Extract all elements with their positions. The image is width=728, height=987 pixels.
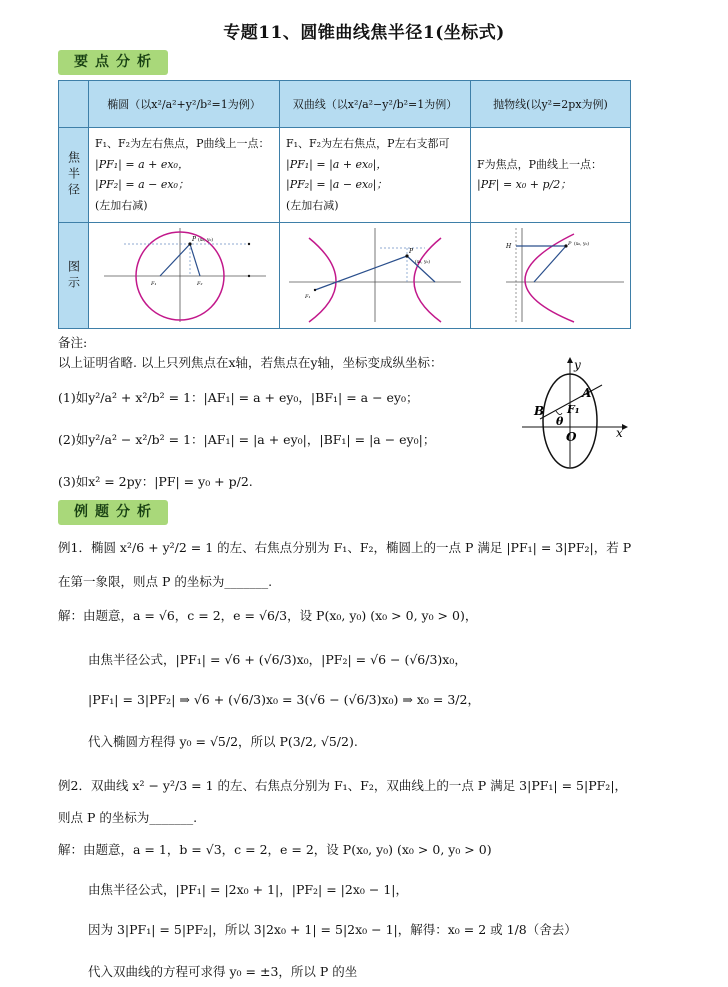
label-P-coords: (x₀, y₀) [198, 238, 214, 243]
par-label-P-coords: (x₀, y₀) [573, 242, 589, 247]
parabola-figure-cell [471, 223, 631, 329]
section-tag-key-points: 要点分析 [58, 50, 168, 75]
example2-solution-line4: 代入双曲线的方程可求得 y₀ = ±3，所以 P 的坐 [88, 964, 358, 979]
notes-heading: 备注: [58, 335, 88, 350]
example1-solution-line1: 解：由题意，a = √6，c = 2，e = √6/3，设 P(x₀, y₀) (x₀ > 0, y₀ > 0)， [58, 608, 478, 623]
parabola-formulas: F为焦点，P曲线上一点： |PF| = x₀ + p/2； [471, 128, 631, 223]
header-hyperbola: 双曲线（以x²/a²−y²/b²=1为例） [280, 81, 471, 128]
side-label-O: O [566, 430, 577, 444]
side-label-A: A [582, 386, 592, 400]
ellipse-formulas: F₁、F₂为左右焦点，P曲线上一点： |PF₁| = a + ex₀， |PF₂| = a − ex₀； (左加右减) [89, 128, 280, 223]
side-label-B: B [534, 404, 545, 418]
label-P: P [192, 236, 197, 243]
par-label-H: H [505, 243, 511, 250]
summary-table [58, 80, 631, 329]
section-tag-examples: 例题分析 [58, 500, 168, 525]
example1-question-line1: 例1．椭圆 x²/6 + y²/2 = 1 的左、右焦点分别为 F₁、F₂，椭圆上的一点 P 满足 |PF₁| = 3|PF₂|，若 P [58, 540, 632, 555]
notes-line-3: (3)如x² = 2py：|PF| = y₀ + p/2. [58, 474, 253, 489]
side-label-x: x [616, 426, 623, 440]
header-parabola: 抛物线(以y²=2px为例) [471, 81, 631, 128]
hyp-label-F1: F₁ [305, 294, 311, 300]
page-title: 专题11、圆锥曲线焦半径1(坐标式) [223, 23, 505, 43]
label-F2: F₂ [197, 281, 203, 287]
hyp-label-P-coords: (x₀, y₀) [415, 260, 431, 265]
side-label-y: y [574, 358, 581, 372]
example2-question-line1: 例2．双曲线 x² − y²/3 = 1 的左、右焦点分别为 F₁、F₂，双曲线上的一点 P 满足 3|PF₁| = 5|PF₂|， [58, 778, 628, 793]
example1-solution-line2: 由焦半径公式，|PF₁| = √6 + (√6/3)x₀，|PF₂| = √6 − (√6/3)x₀， [88, 652, 467, 667]
label-F1: F₁ [151, 281, 157, 287]
notes-line-0: 以上证明省略. 以上只列焦点在x轴，若焦点在y轴，坐标变成纵坐标： [58, 355, 443, 370]
corner-cell [59, 81, 89, 128]
row-label-focal-radius: 焦半径 [59, 128, 89, 223]
side-label-theta: θ [556, 415, 564, 428]
side-label-F1: F₁ [567, 403, 580, 416]
notes-line-1: (1)如y²/a² + x²/b² = 1：|AF₁| = a + ey₀，|BF₁| = a − ey₀； [58, 390, 419, 405]
example2-question-line2: 则点 P 的坐标为_______. [58, 810, 198, 825]
example1-question-line2: 在第一象限，则点 P 的坐标为_______. [58, 574, 273, 589]
parabola-diagram [476, 224, 626, 324]
vertical-ellipse-diagram [518, 355, 630, 473]
example2-solution-line1: 解：由题意，a = 1，b = √3，c = 2，e = 2，设 P(x₀, y₀) (x₀ > 0, y₀ > 0) [58, 842, 492, 857]
example2-solution-line3: 因为 3|PF₁| = 5|PF₂|，所以 3|2x₀ + 1| = 5|2x₀ − 1|，解得：x₀ = 2 或 1/8（舍去） [88, 922, 577, 937]
example1-solution-line3: |PF₁| = 3|PF₂| ⇒ √6 + (√6/3)x₀ = 3(√6 − (√6/3)x₀) ⇒ x₀ = 3/2， [88, 692, 480, 707]
hyp-label-P: P [409, 248, 414, 255]
notes-line-2: (2)如y²/a² − x²/b² = 1：|AF₁| = |a + ey₀|，|BF₁| = |a − ey₀|； [58, 432, 436, 447]
ellipse-figure-cell [89, 223, 280, 329]
hyperbola-diagram [285, 224, 465, 324]
hyperbola-formulas: F₁、F₂为左右焦点，P左右支都可 |PF₁| = |a + ex₀|， |PF₂| = |a − ex₀|； (左加右减) [280, 128, 471, 223]
ellipse-diagram [94, 224, 274, 324]
row-label-figure: 图示 [59, 223, 89, 329]
hyperbola-figure-cell [280, 223, 471, 329]
example2-solution-line2: 由焦半径公式，|PF₁| = |2x₀ + 1|，|PF₂| = |2x₀ − 1|， [88, 882, 408, 897]
header-ellipse: 椭圆（以x²/a²+y²/b²=1为例） [89, 81, 280, 128]
par-label-P: P [567, 241, 571, 247]
example1-solution-line4: 代入椭圆方程得 y₀ = √5/2，所以 P(3/2, √5/2). [88, 734, 358, 749]
